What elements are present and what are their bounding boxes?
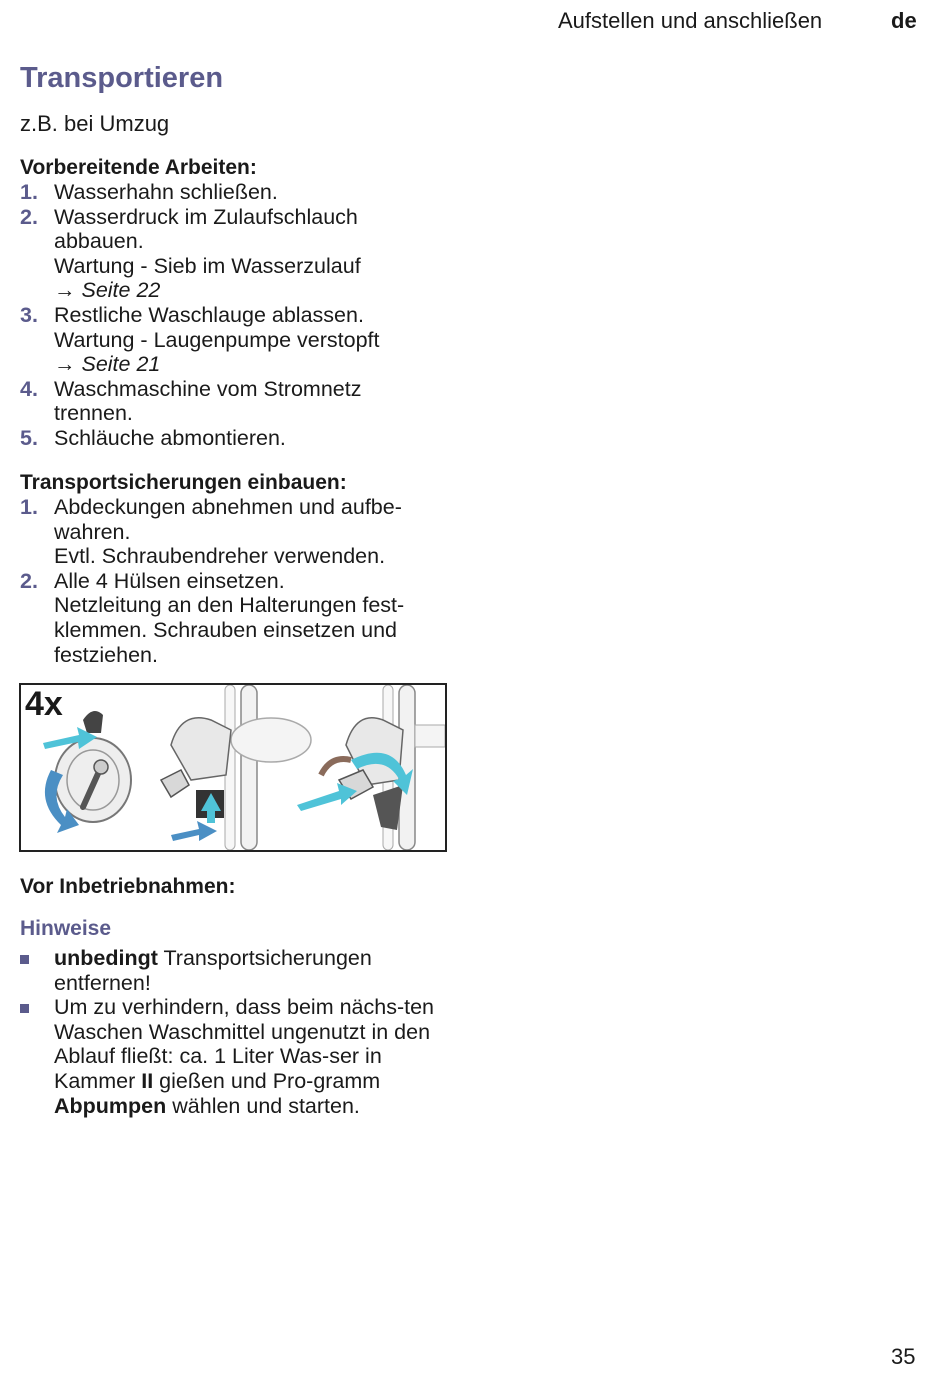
step-text: Schläuche abmontieren. (54, 425, 286, 450)
step-text: Waschmaschine vom Stromnetz trennen. (54, 376, 362, 426)
step-number: 3. (20, 302, 38, 327)
step-text: Wasserdruck im Zulaufschlauch abbauen. (54, 204, 358, 254)
transport-locks-steps (0, 495, 440, 667)
hint-text: Um zu verhindern, dass beim nächs-ten Waschen Waschmittel ungenutzt in den Ablauf fließt: ca. 1 Liter Was-ser in Kammer (54, 995, 435, 1093)
step-note: Netzleitung an den Halterungen fest-klemmen. Schrauben einsetzen und festziehen. (54, 593, 405, 667)
page-title: Transportieren (20, 62, 224, 94)
step-text: Restliche Waschlauge ablassen. (54, 302, 364, 327)
step-note: Evtl. Schraubendreher verwenden. (54, 544, 386, 569)
list-item (0, 205, 420, 303)
page-ref-link[interactable]: Seite 21 (81, 352, 161, 377)
hints-heading: Hinweise (20, 917, 112, 940)
step-text: Abdeckungen abnehmen und aufbe-wahren. (54, 495, 402, 544)
hint-emphasis: unbedingt (54, 946, 158, 970)
list-item (0, 303, 420, 377)
screw-head-icon (161, 770, 189, 797)
header-language: de (891, 8, 917, 33)
hint-emphasis: II (141, 1068, 154, 1093)
sleeve-icon (231, 718, 311, 762)
bullet-icon (20, 1004, 29, 1013)
list-item (0, 995, 450, 1118)
step-note: Wartung - Sieb im Wasserzulauf (54, 253, 361, 278)
hint-text: gießen und Pro-gramm (153, 1068, 381, 1093)
page-reference (54, 352, 420, 377)
hint-emphasis: Abpumpen (54, 1093, 167, 1118)
hint-text: Transportsicherungen entfernen! (54, 946, 372, 995)
illustration-drawing (21, 685, 445, 850)
list-item (0, 569, 440, 667)
push-arrow-icon (171, 821, 217, 841)
transport-locks-heading: Transportsicherungen einbauen: (20, 471, 347, 494)
preparation-steps (0, 180, 420, 451)
hint-text: wählen und starten. (166, 1093, 360, 1118)
rotate-brown-arrow-icon (321, 759, 351, 775)
header-section-title: Aufstellen und anschließen (558, 8, 823, 33)
transport-lock-illustration (19, 683, 447, 852)
step-number: 1. (20, 180, 38, 204)
arrow-icon: → (54, 278, 76, 303)
step-text: Alle 4 Hülsen einsetzen. (54, 568, 285, 593)
step-number: 4. (20, 376, 38, 401)
step-number: 2. (20, 568, 38, 593)
screwdriver-tip-icon (83, 711, 103, 733)
page-number: 35 (891, 1344, 916, 1369)
step-note: Wartung - Laugenpumpe verstopft (54, 327, 380, 352)
list-item (0, 180, 420, 205)
preparation-heading: Vorbereitende Arbeiten: (20, 156, 257, 179)
hose-icon (241, 685, 257, 850)
page-subtitle: z.B. bei Umzug (20, 111, 170, 136)
step-number: 5. (20, 425, 38, 450)
page-reference (54, 278, 420, 303)
list-item (0, 377, 420, 426)
list-item (0, 426, 420, 451)
step-text: Wasserhahn schließen. (54, 180, 278, 204)
step-number: 1. (20, 495, 38, 519)
commissioning-heading: Vor Inbetriebnahmen: (20, 875, 236, 898)
page-ref-link[interactable]: Seite 22 (81, 278, 161, 303)
hints-list (0, 946, 450, 1118)
count-label: 4x (25, 685, 63, 723)
list-item (0, 946, 450, 995)
arrow-icon: → (54, 352, 76, 377)
step-number: 2. (20, 204, 38, 229)
bullet-icon (20, 955, 29, 964)
list-item (0, 495, 440, 569)
